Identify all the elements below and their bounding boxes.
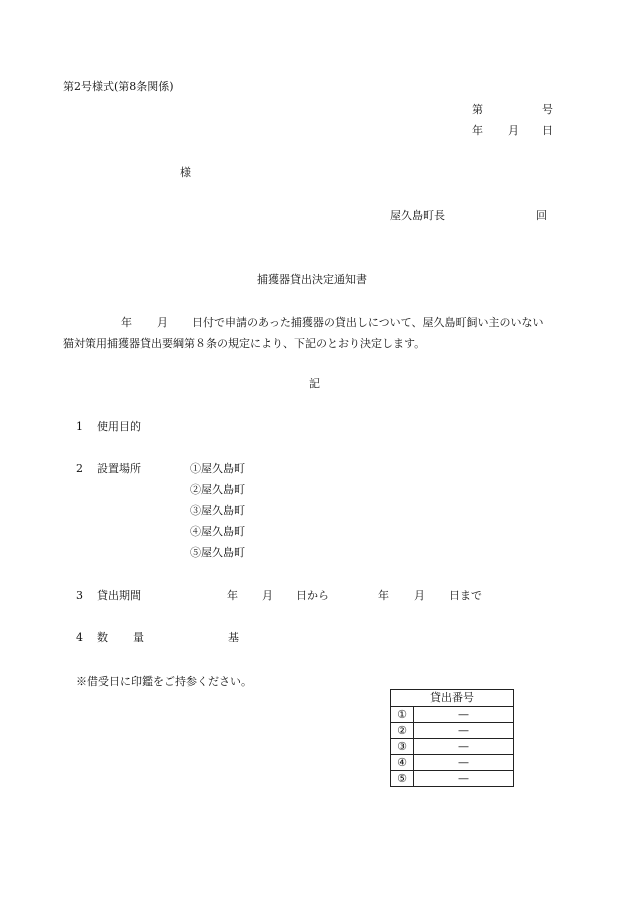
row-number: ② [391, 723, 414, 739]
period-to-day: 日まで [449, 589, 482, 602]
location-3: ③屋久島町 [190, 504, 245, 517]
body-year: 年 [121, 316, 132, 329]
table-row [391, 755, 514, 771]
seal-mark: 回 [536, 209, 547, 222]
item-3-label: 貸出期間 [97, 589, 141, 602]
table-header-row [391, 690, 514, 707]
item-3-number: 3 [76, 589, 83, 602]
note-text: ※借受日に印鑑をご持参ください。 [76, 675, 252, 688]
period-from-day: 日から [296, 589, 329, 602]
item-2-label: 設置場所 [97, 462, 141, 475]
date-day: 日 [542, 124, 553, 137]
item-1-label: 使用目的 [97, 420, 141, 433]
period-to-month: 月 [414, 589, 425, 602]
row-value: — [414, 707, 514, 723]
item-4-label-2: 量 [133, 631, 144, 644]
location-5: ⑤屋久島町 [190, 546, 245, 559]
row-number: ④ [391, 755, 414, 771]
doc-number-prefix: 第 [472, 103, 483, 116]
item-4-number: 4 [76, 631, 83, 644]
item-2-number: 2 [76, 462, 83, 475]
period-to-year: 年 [378, 589, 389, 602]
table-row [391, 707, 514, 723]
item-4-label-1: 数 [97, 631, 108, 644]
ki-heading: 記 [309, 377, 320, 390]
item-1-number: 1 [76, 420, 83, 433]
quantity-unit: 基 [228, 631, 239, 644]
location-1: ①屋久島町 [190, 462, 245, 475]
period-from-year: 年 [227, 589, 238, 602]
row-number: ③ [391, 739, 414, 755]
addressee-suffix: 様 [180, 166, 191, 179]
issuer-title: 屋久島町長 [390, 209, 445, 222]
period-from-month: 月 [262, 589, 273, 602]
body-line1: 日付で申請のあった捕獲器の貸出しについて、屋久島町飼い主のいない [192, 316, 544, 329]
document-title: 捕獲器貸出決定通知書 [257, 273, 367, 286]
row-value: — [414, 723, 514, 739]
row-number: ⑤ [391, 771, 414, 787]
table-row [391, 723, 514, 739]
location-4: ④屋久島町 [190, 525, 245, 538]
doc-number-suffix: 号 [542, 103, 553, 116]
lending-number-table [390, 689, 514, 787]
form-label: 第2号様式(第8条関係) [63, 80, 174, 93]
row-value: — [414, 771, 514, 787]
location-2: ②屋久島町 [190, 483, 245, 496]
table-row [391, 739, 514, 755]
row-value: — [414, 755, 514, 771]
row-value: — [414, 739, 514, 755]
table-header: 貸出番号 [391, 690, 514, 707]
table-row [391, 771, 514, 787]
body-month: 月 [157, 316, 168, 329]
date-month: 月 [508, 124, 519, 137]
date-year: 年 [472, 124, 483, 137]
row-number: ① [391, 707, 414, 723]
body-line2: 猫対策用捕獲器貸出要綱第８条の規定により、下記のとおり決定します。 [63, 337, 426, 350]
